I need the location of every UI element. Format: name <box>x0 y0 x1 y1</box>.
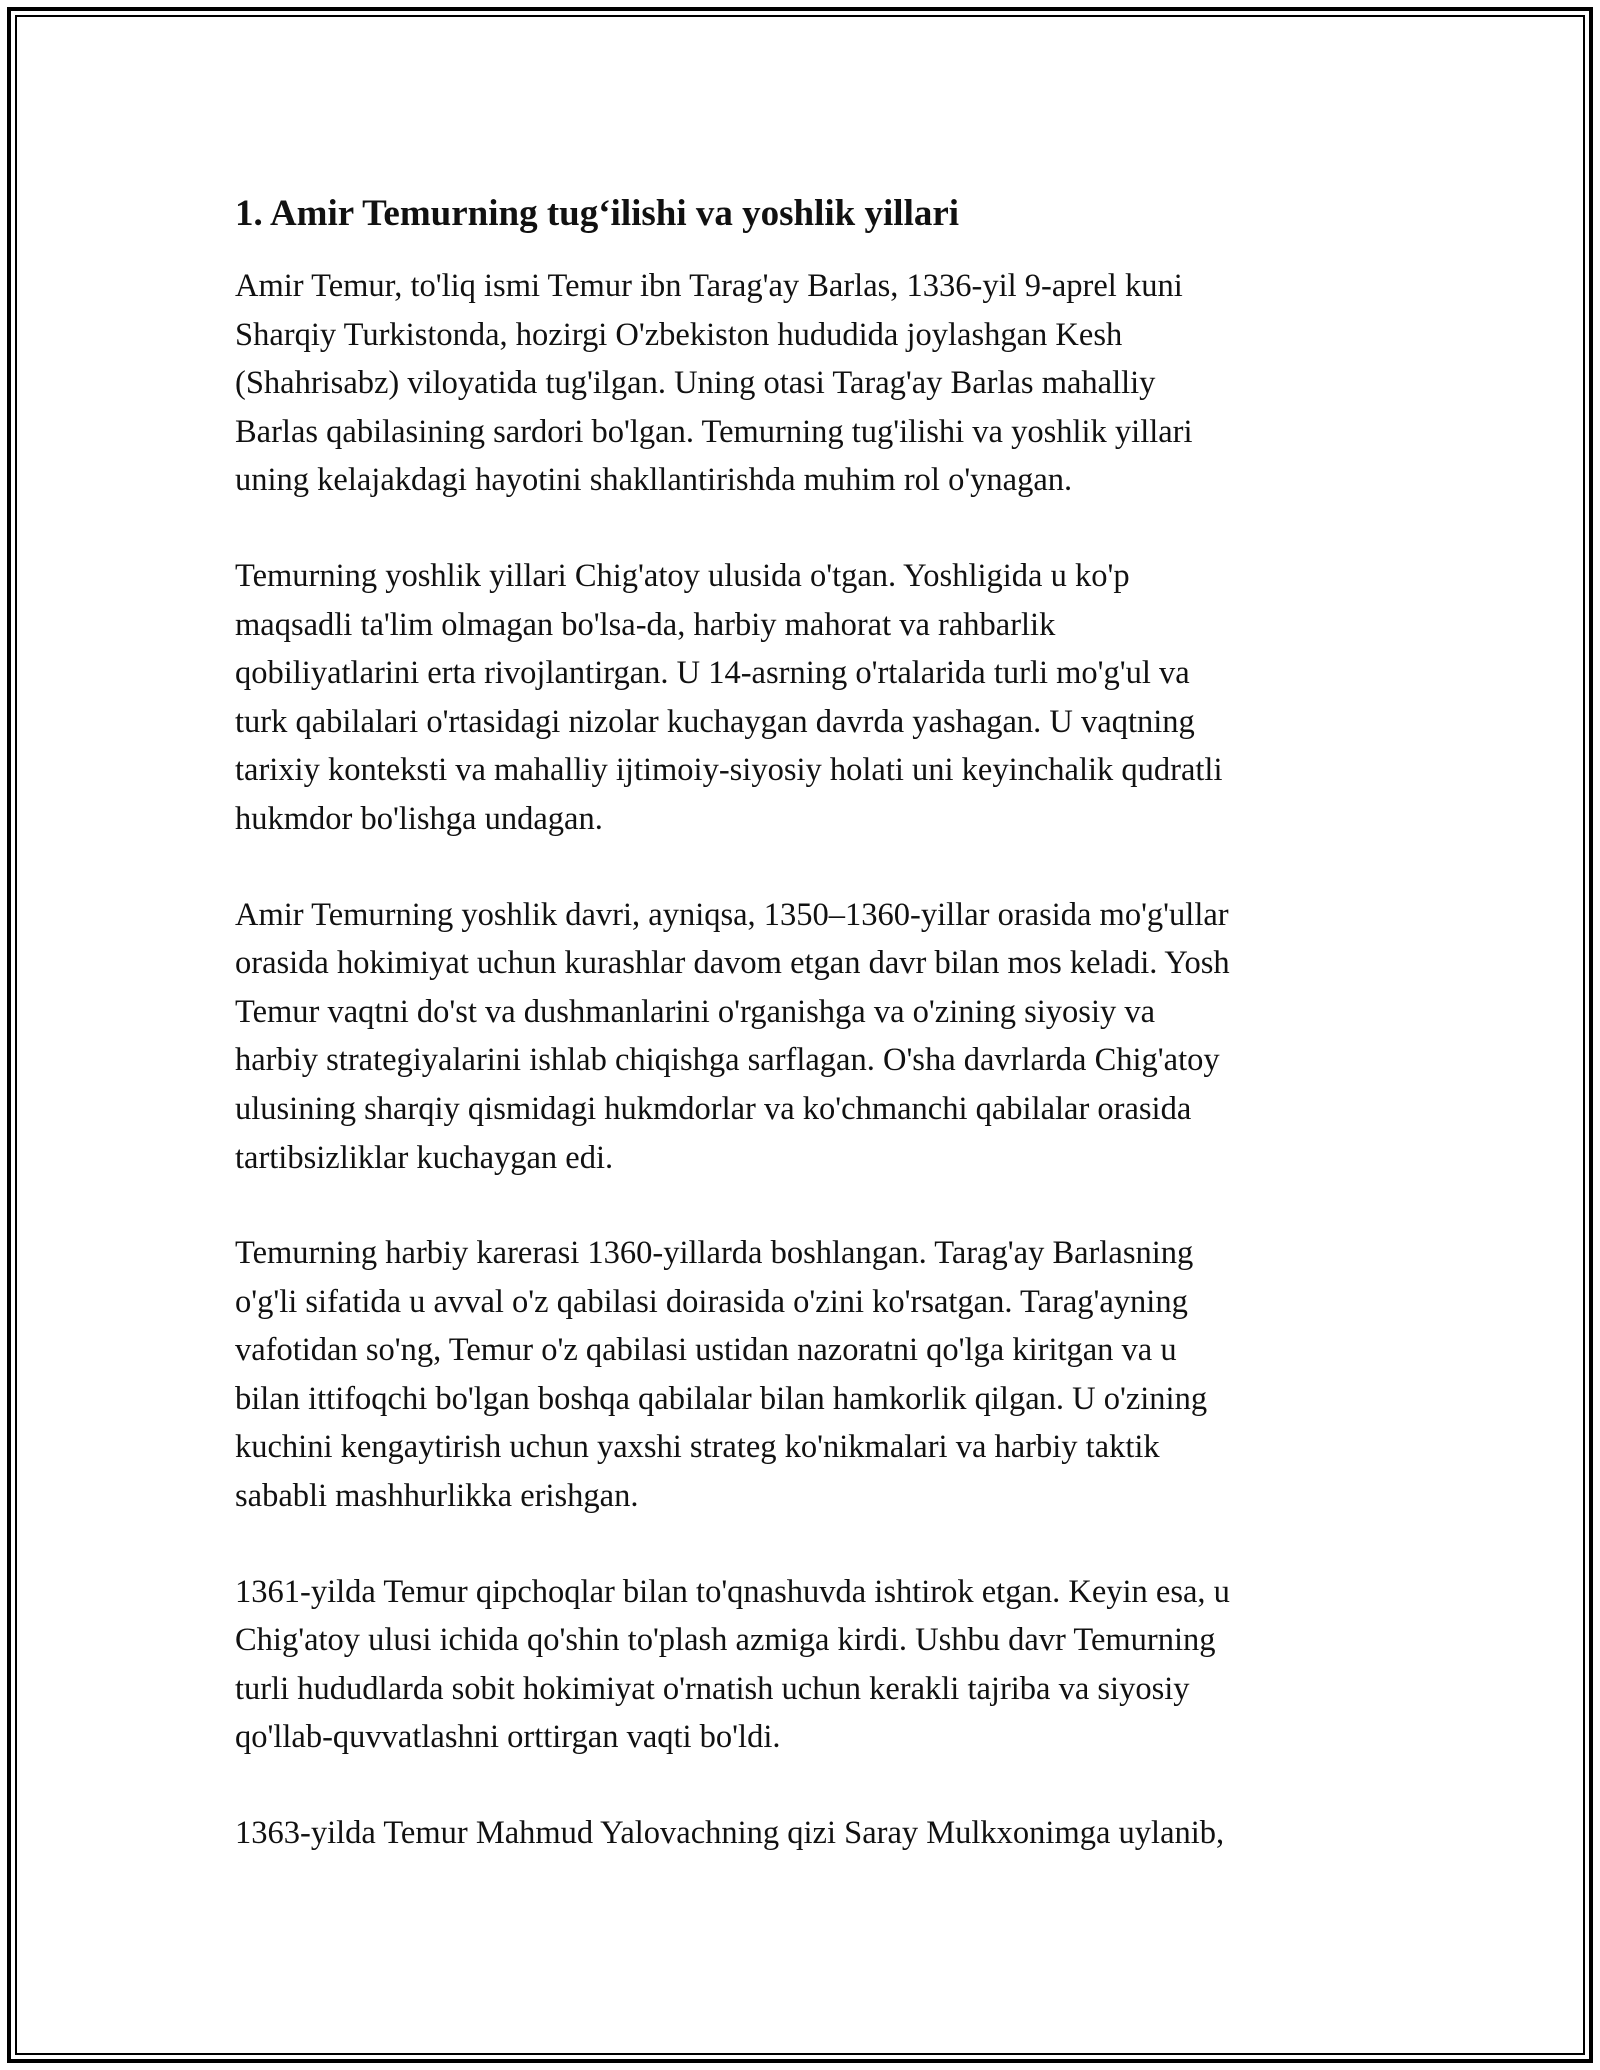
paragraph-1361: 1361-yilda Temur qipchoqlar bilan to'qnashuvda ishtirok etgan. Keyin esa, u Chig'atoy ulusi ichida qo'shin to'plash azmiga kirdi. Ushbu davr Temurning turli hududlarda sobit hokimiyat o'rnatish uchun kerakli tajriba va siyosiy qo'llab-quvvatlashni orttirgan vaqti bo'ldi. <box>235 1573 1230 1756</box>
section-heading: 1. Amir Temurning tug‘ilishi va yoshlik yillari <box>235 193 960 234</box>
paragraph-1363: 1363-yilda Temur Mahmud Yalovachning qizi Saray Mulkxonimga uylanib, <box>235 1815 1225 1852</box>
paragraph-power-struggle: Amir Temurning yoshlik davri, ayniqsa, 1350–1360-yillar orasida mo'g'ullar orasida hokimiyat uchun kurashlar davom etgan davr bilan mos keladi. Yosh Temur vaqtni do'st va dushmanlarini o'rganishga va o'zining siyosiy va harbiy strategiyalarini ishlab chiqishga sarflagan. O'sha davrlarda Chig'atoy ulusining sharqiy qismidagi hukmdorlar va ko'chmanchi qabilalar orasida tartibsizliklar kuchaygan edi. <box>235 896 1230 1176</box>
document-body <box>235 186 1385 1905</box>
paragraph-youth: Temurning yoshlik yillari Chig'atoy ulusida o'tgan. Yoshligida u ko'p maqsadli ta'lim olmagan bo'lsa-da, harbiy mahorat va rahbarlik qobiliyatlarini erta rivojlantirgan. U 14-asrning o'rtalarida turli mo'g'ul va turk qabilalari o'rtasidagi nizolar kuchaygan davrda yashagan. U vaqtning tarixiy konteksti va mahalliy ijtimoiy-siyosiy holati uni keyinchalik qudratli hukmdor bo'lishga undagan. <box>235 557 1223 837</box>
paragraph-birth: Amir Temur, to'liq ismi Temur ibn Tarag'ay Barlas, 1336-yil 9-aprel kuni Sharqiy Turkistonda, hozirgi O'zbekiston hududida joylashgan Kesh (Shahrisabz) viloyatida tug'ilgan. Uning otasi Tarag'ay Barlas mahalliy Barlas qabilasining sardori bo'lgan. Temurning tug'ilishi va yoshlik yillari uning kelajakdagi hayotini shakllantirishda muhim rol o'ynagan. <box>235 268 1193 499</box>
paragraph-military-career: Temurning harbiy karerasi 1360-yillarda boshlangan. Tarag'ay Barlasning o'g'li sifatida u avval o'z qabilasi doirasida o'zini ko'rsatgan. Tarag'ayning vafotidan so'ng, Temur o'z qabilasi ustidan nazoratni qo'lga kiritgan va u bilan ittifoqchi bo'lgan boshqa qabilalar bilan hamkorlik qilgan. U o'zining kuchini kengaytirish uchun yaxshi strateg ko'nikmalari va harbiy taktik sababli mashhurlikka erishgan. <box>235 1235 1208 1515</box>
